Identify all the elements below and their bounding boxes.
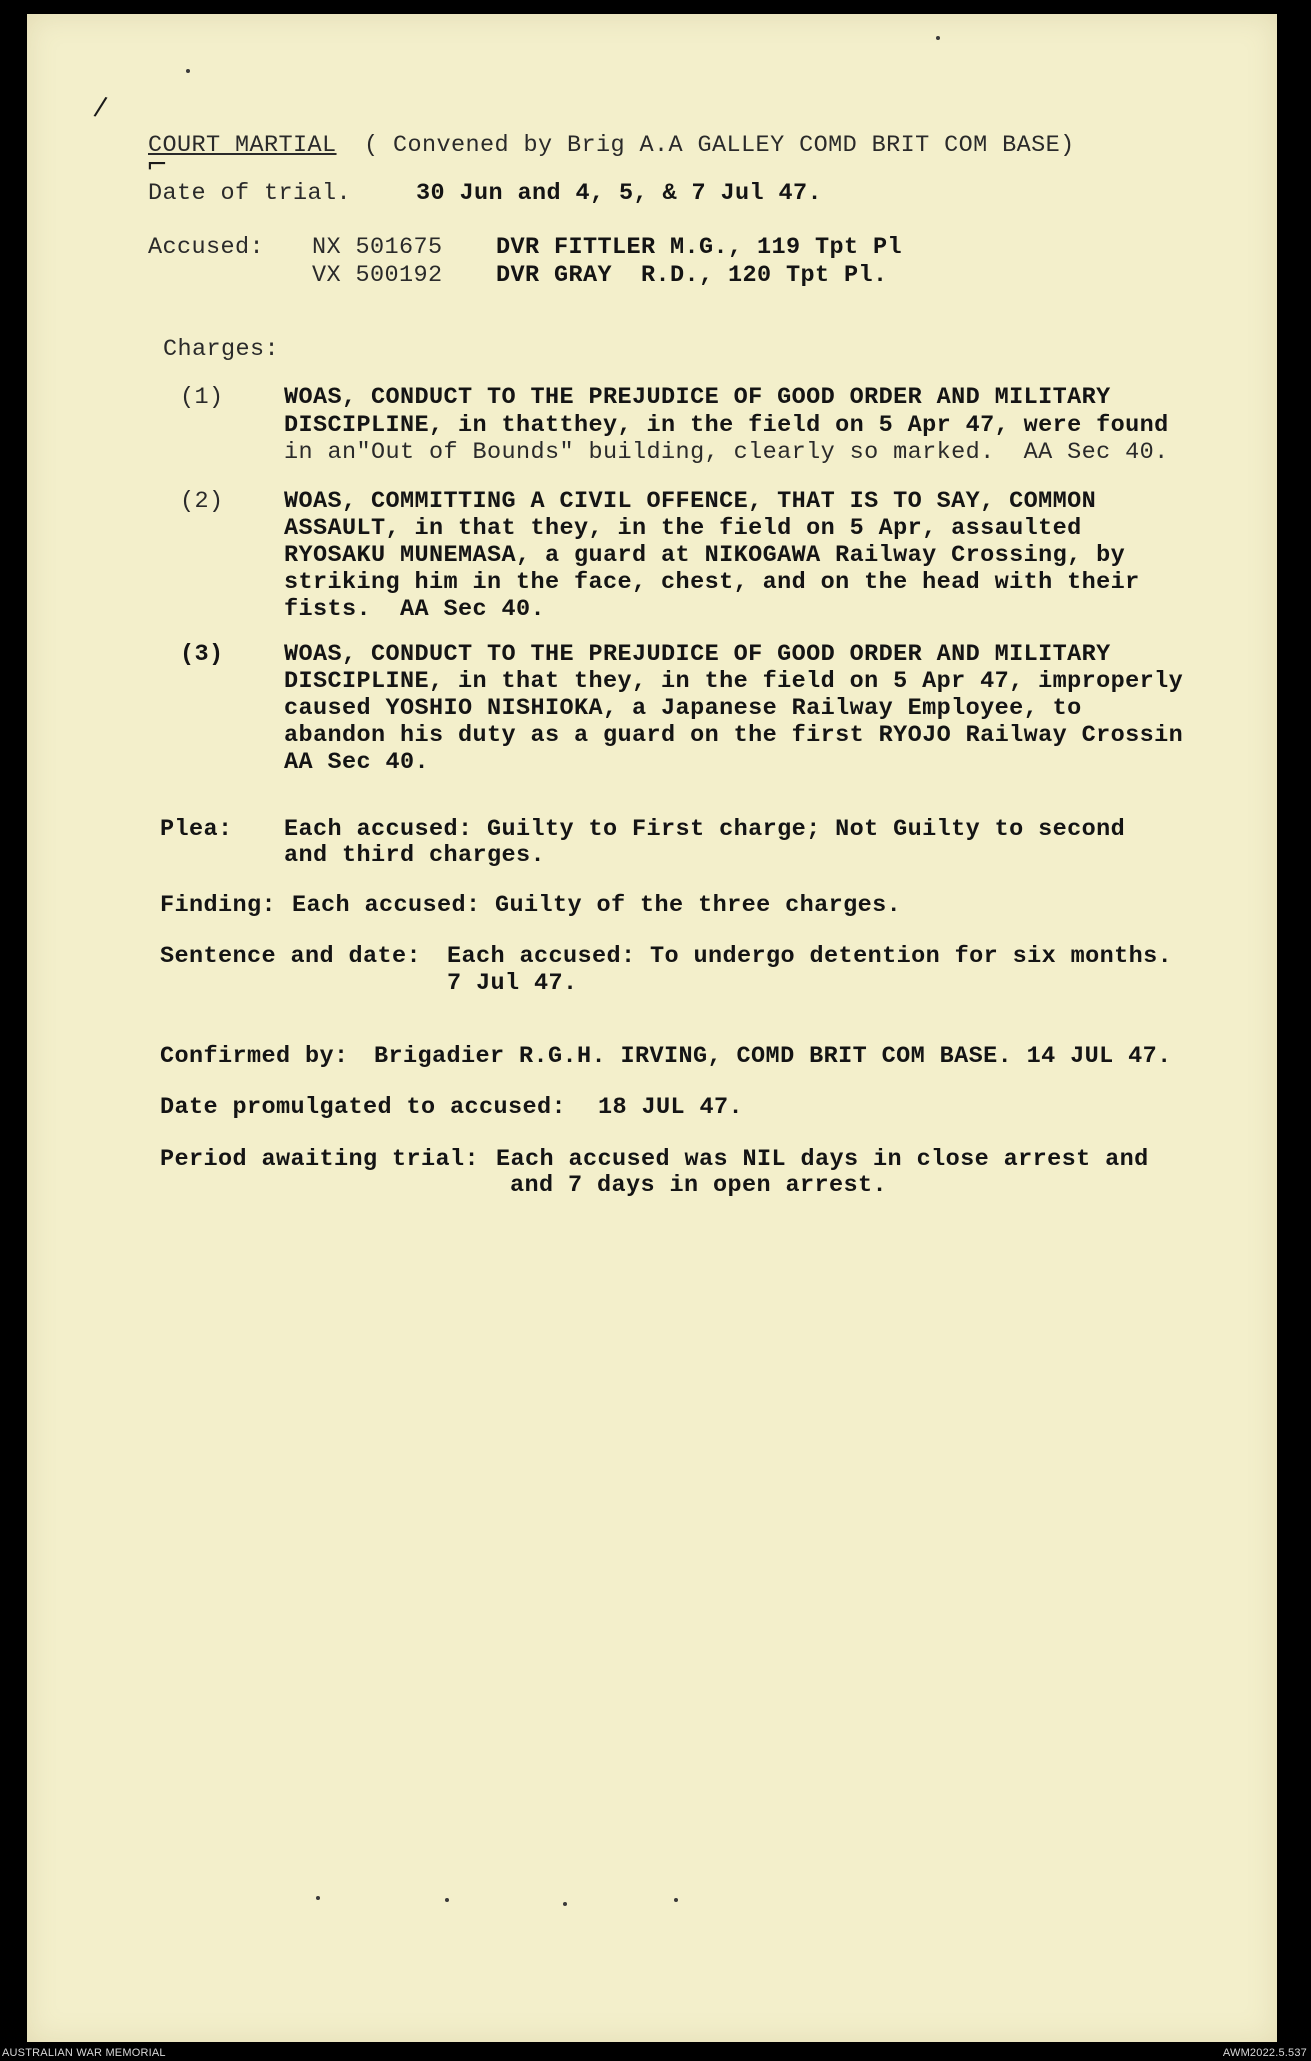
speck [563,1902,567,1906]
accused-name: DVR GRAY R.D., 120 Tpt Pl. [496,262,888,289]
speck [445,1898,449,1902]
plea-label: Plea: [160,816,233,843]
accused-name: DVR FITTLER M.G., 119 Tpt Pl [496,234,903,261]
sentence-text: Each accused: To undergo detention for six months. [447,943,1173,970]
charge-line: striking him in the face, chest, and on the head with their [284,569,1140,596]
charge-line: WOAS, CONDUCT TO THE PREJUDICE OF GOOD ORDER AND MILITARY [284,641,1111,668]
speck [674,1898,678,1902]
charge-number: (3) [180,641,224,668]
charge-line: WOAS, COMMITTING A CIVIL OFFENCE, THAT IS TO SAY, COMMON [284,488,1097,515]
charge-line: DISCIPLINE, in thatthey, in the field on 5 Apr 47, were found [284,412,1169,439]
confirmed-text: Brigadier R.G.H. IRVING, COMD BRIT COM BASE. 14 JUL 47. [374,1043,1172,1070]
charge-line: DISCIPLINE, in that they, in the field on 5 Apr 47, improperly [284,668,1184,695]
sentence-label: Sentence and date: [160,943,422,970]
charges-label: Charges: [163,336,280,363]
charge-number: (2) [180,488,224,515]
plea-text: Each accused: Guilty to First charge; Not Guilty to second [284,816,1126,843]
charge-line: fists. AA Sec 40. [284,596,546,623]
promulgated-text: 18 JUL 47. [598,1094,744,1121]
plea-text: and third charges. [284,842,546,869]
confirmed-label: Confirmed by: [160,1043,349,1070]
convening-authority: ( Convened by Brig A.A GALLEY COMD BRIT COM BASE) [364,132,1075,159]
charge-line: RYOSAKU MUNEMASA, a guard at NIKOGAWA Railway Crossing, by [284,542,1126,569]
finding-text: Each accused: Guilty of the three charges. [292,892,902,919]
pen-mark: ⌐ [146,150,168,180]
sentence-date: 7 Jul 47. [447,970,578,997]
charge-line: ASSAULT, in that they, in the field on 5 Apr, assaulted [284,515,1082,542]
accused-number: NX 501675 [312,234,443,261]
pen-mark: / [92,91,109,123]
speck [186,69,190,73]
document-page [27,14,1277,2042]
awaiting-text: and 7 days in open arrest. [510,1172,888,1199]
document-title: COURT MARTIAL [148,132,337,159]
finding-label: Finding: [160,892,277,919]
charge-line: abandon his duty as a guard on the first RYOJO Railway Crossin [284,722,1184,749]
charge-line: caused YOSHIO NISHIOKA, a Japanese Railway Employee, to [284,695,1082,722]
trial-date-value: 30 Jun and 4, 5, & 7 Jul 47. [416,180,823,207]
charge-line: WOAS, CONDUCT TO THE PREJUDICE OF GOOD ORDER AND MILITARY [284,384,1111,411]
charge-line: AA Sec 40. [284,749,430,776]
accused-label: Accused: [148,234,265,261]
charge-number: (1) [180,384,224,411]
footer-accession: AWM2022.5.537 [1222,2047,1307,2059]
speck [936,36,940,40]
promulgated-label: Date promulgated to accused: [160,1094,567,1121]
trial-date-label: Date of trial. [148,180,352,207]
awaiting-text: Each accused was NIL days in close arrest and [496,1146,1149,1173]
awaiting-label: Period awaiting trial: [160,1146,480,1173]
accused-number: VX 500192 [312,262,443,289]
speck [316,1896,320,1900]
charge-line: in an"Out of Bounds" building, clearly so marked. AA Sec 40. [284,439,1169,466]
footer-source: AUSTRALIAN WAR MEMORIAL [2,2047,166,2059]
